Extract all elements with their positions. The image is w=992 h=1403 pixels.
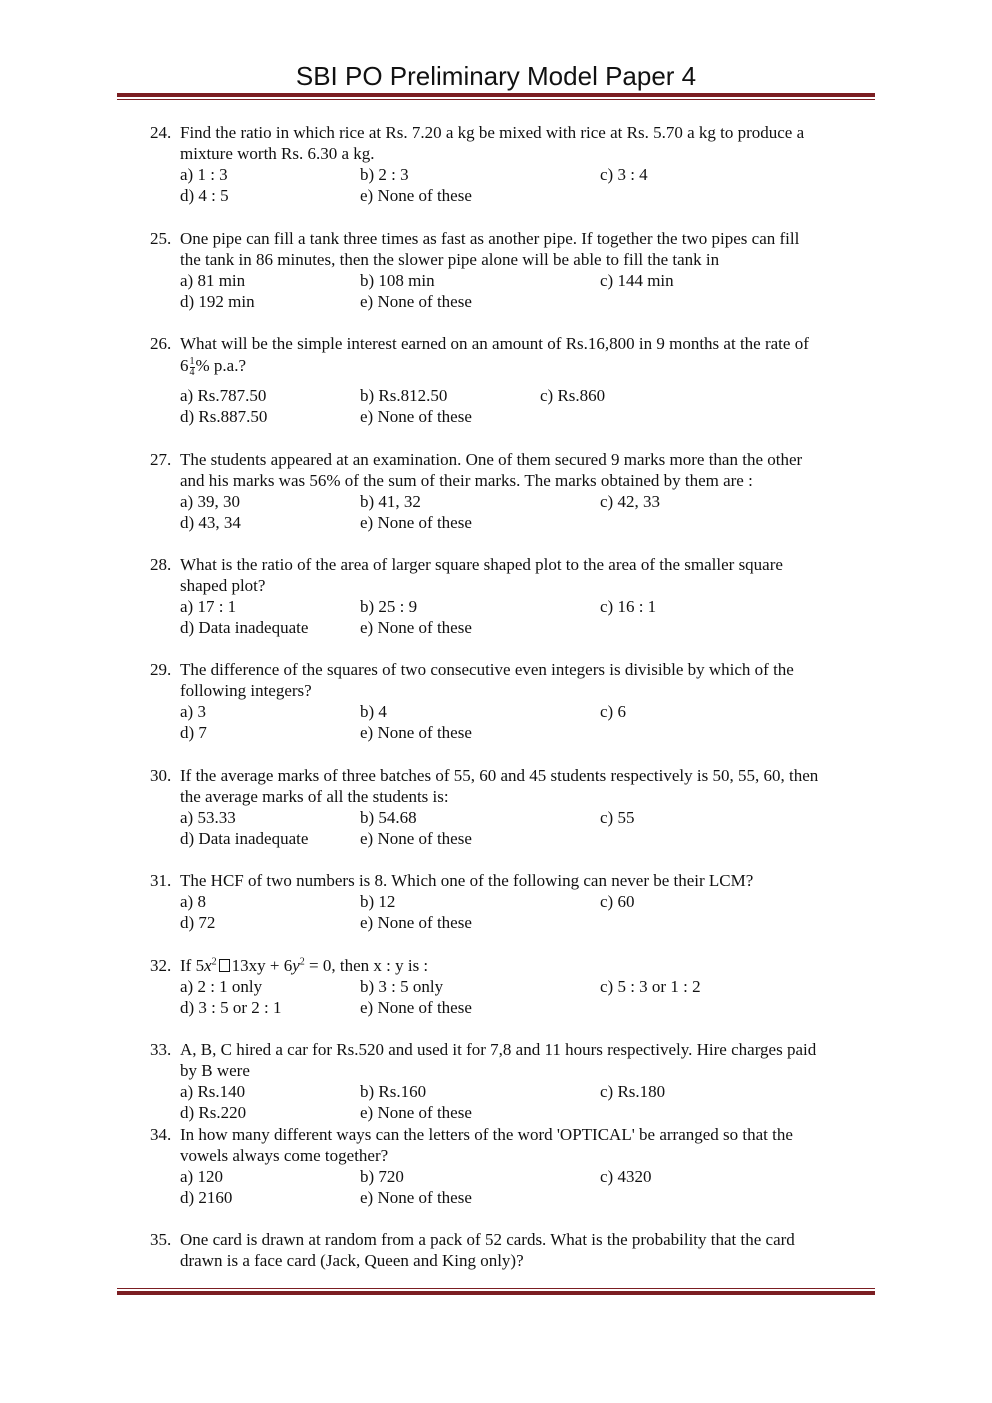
rate-expression — [180, 356, 246, 378]
option-b: b) 720 — [360, 1167, 404, 1186]
option-b: b) 108 min — [360, 271, 435, 290]
option-a: a) 2 : 1 only — [180, 977, 263, 996]
option-a: a) Rs.787.50 — [180, 386, 267, 405]
option-b: b) Rs.812.50 — [360, 386, 448, 405]
question-text: The students appeared at an examination. One of them secured 9 marks more than the other — [180, 450, 803, 469]
question-number: 30. — [150, 766, 172, 785]
question-text: mixture worth Rs. 6.30 a kg. — [180, 144, 375, 163]
option-a: a) 39, 30 — [180, 492, 240, 511]
question-text: Find the ratio in which rice at Rs. 7.20 a kg be mixed with rice at Rs. 5.70 a kg to produce a — [180, 123, 805, 142]
option-e: e) None of these — [360, 407, 472, 426]
option-a: a) 1 : 3 — [180, 165, 228, 184]
option-a: a) 8 — [180, 892, 206, 911]
question-text: the tank in 86 minutes, then the slower pipe alone will be able to fill the tank in — [180, 250, 720, 269]
option-a: a) 3 — [180, 702, 206, 721]
variable-x: x — [204, 956, 212, 975]
option-c: c) Rs.180 — [600, 1082, 666, 1101]
option-b: b) Rs.160 — [360, 1082, 427, 1101]
option-b: b) 54.68 — [360, 808, 417, 827]
question-text: What will be the simple interest earned on an amount of Rs.16,800 in 9 months at the rate of — [180, 334, 809, 353]
equation — [180, 956, 428, 976]
question-text: shaped plot? — [180, 576, 266, 595]
question-number: 32. — [150, 956, 172, 975]
question-number: 24. — [150, 123, 172, 142]
rate-fraction — [190, 357, 195, 378]
question-number: 35. — [150, 1230, 172, 1249]
rate-whole: 6 — [180, 356, 189, 375]
exponent: 2 — [299, 956, 305, 968]
option-d: d) Data inadequate — [180, 618, 309, 637]
option-c: c) 55 — [600, 808, 635, 827]
fraction-numerator: 1 — [189, 355, 195, 367]
option-e: e) None of these — [360, 913, 472, 932]
question-text: the average marks of all the students is: — [180, 787, 449, 806]
option-e: e) None of these — [360, 1188, 472, 1207]
equation-middle: 13xy + 6 — [231, 956, 293, 975]
option-c: c) 144 min — [600, 271, 674, 290]
option-c: c) 60 — [600, 892, 635, 911]
option-c: c) 4320 — [600, 1167, 652, 1186]
option-b: b) 2 : 3 — [360, 165, 409, 184]
option-d: d) 2160 — [180, 1188, 233, 1207]
option-d: d) 192 min — [180, 292, 255, 311]
option-c: c) 42, 33 — [600, 492, 660, 511]
exponent: 2 — [211, 956, 217, 968]
question-text: A, B, C hired a car for Rs.520 and used it for 7,8 and 11 hours respectively. Hire charges paid — [180, 1040, 817, 1059]
option-d: d) Data inadequate — [180, 829, 309, 848]
question-text: One card is drawn at random from a pack of 52 cards. What is the probability that the card — [180, 1230, 795, 1249]
option-e: e) None of these — [360, 829, 472, 848]
rate-suffix: % p.a.? — [195, 356, 247, 375]
question-text: and his marks was 56% of the sum of their marks. The marks obtained by them are : — [180, 471, 753, 490]
option-b: b) 4 — [360, 702, 387, 721]
option-a: a) 120 — [180, 1167, 223, 1186]
option-c: c) Rs.860 — [540, 386, 606, 405]
option-d: d) Rs.220 — [180, 1103, 247, 1122]
option-e: e) None of these — [360, 186, 472, 205]
option-c: c) 6 — [600, 702, 626, 721]
option-c: c) 5 : 3 or 1 : 2 — [600, 977, 701, 996]
question-number: 25. — [150, 229, 172, 248]
option-a: a) 81 min — [180, 271, 246, 290]
option-e: e) None of these — [360, 1103, 472, 1122]
question-number: 33. — [150, 1040, 172, 1059]
page-title: SBI PO Preliminary Model Paper 4 — [295, 61, 697, 91]
question-number: 28. — [150, 555, 172, 574]
fraction-denominator: 4 — [189, 366, 195, 378]
question-text: In how many different ways can the letters of the word 'OPTICAL' be arranged so that the — [180, 1125, 793, 1144]
question-number: 34. — [150, 1125, 172, 1144]
equation-suffix: = 0, then x : y is : — [304, 956, 429, 975]
variable-y: y — [292, 956, 300, 975]
question-text: One pipe can fill a tank three times as fast as another pipe. If together the two pipes can fill — [180, 229, 800, 248]
question-text: by B were — [180, 1061, 250, 1080]
header-rule — [117, 93, 875, 100]
question-text: The difference of the squares of two consecutive even integers is divisible by which of the — [180, 660, 794, 679]
option-c: c) 3 : 4 — [600, 165, 648, 184]
question-text: The HCF of two numbers is 8. Which one of the following can never be their LCM? — [180, 871, 754, 890]
option-a: a) Rs.140 — [180, 1082, 246, 1101]
question-text: What is the ratio of the area of larger square shaped plot to the area of the smaller square — [180, 555, 783, 574]
option-e: e) None of these — [360, 513, 472, 532]
option-d: d) 3 : 5 or 2 : 1 — [180, 998, 282, 1017]
option-a: a) 53.33 — [180, 808, 236, 827]
question-text: drawn is a face card (Jack, Queen and King only)? — [180, 1251, 524, 1270]
missing-symbol-icon — [219, 959, 230, 972]
option-a: a) 17 : 1 — [180, 597, 237, 616]
option-e: e) None of these — [360, 723, 472, 742]
option-e: e) None of these — [360, 998, 472, 1017]
question-number: 29. — [150, 660, 172, 679]
option-b: b) 25 : 9 — [360, 597, 418, 616]
question-number: 26. — [150, 334, 172, 353]
option-d: d) 72 — [180, 913, 216, 932]
option-d: d) Rs.887.50 — [180, 407, 268, 426]
question-text: vowels always come together? — [180, 1146, 389, 1165]
question-text: following integers? — [180, 681, 312, 700]
option-e: e) None of these — [360, 618, 472, 637]
option-b: b) 12 — [360, 892, 396, 911]
option-b: b) 3 : 5 only — [360, 977, 444, 996]
footer-rule — [117, 1288, 875, 1295]
option-d: d) 43, 34 — [180, 513, 241, 532]
question-number: 31. — [150, 871, 172, 890]
option-b: b) 41, 32 — [360, 492, 421, 511]
question-number: 27. — [150, 450, 172, 469]
option-e: e) None of these — [360, 292, 472, 311]
equation-prefix: If 5 — [180, 956, 205, 975]
question-text: If the average marks of three batches of 55, 60 and 45 students respectively is 50, 55, 60, then — [180, 766, 819, 785]
option-d: d) 4 : 5 — [180, 186, 229, 205]
option-d: d) 7 — [180, 723, 207, 742]
option-c: c) 16 : 1 — [600, 597, 657, 616]
